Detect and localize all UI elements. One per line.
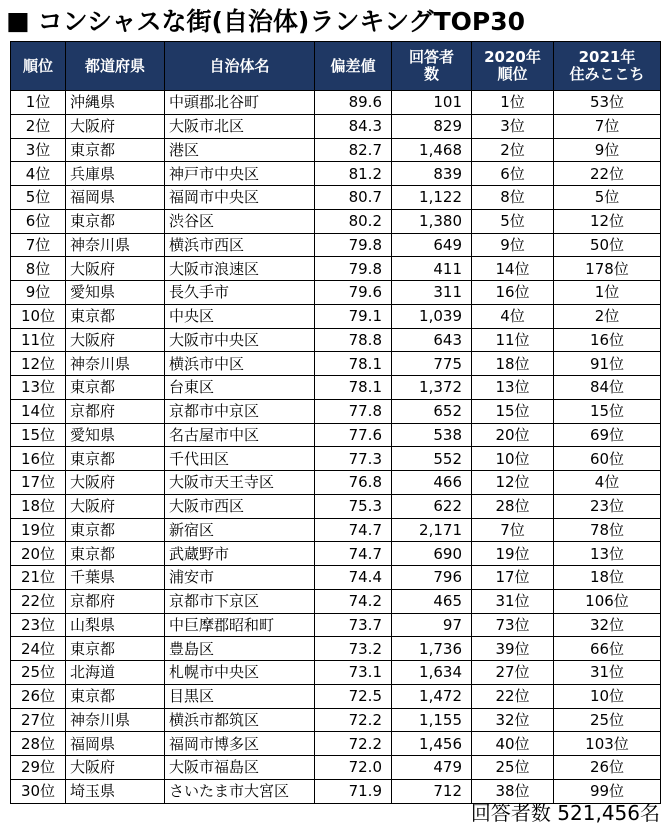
cell-livability-2021: 26位 (554, 756, 661, 780)
cell-respondents: 411 (392, 257, 472, 281)
title-text: コンシャスな街(自治体)ランキングTOP30 (37, 7, 526, 36)
cell-deviation: 72.5 (315, 684, 392, 708)
cell-rank: 17位 (11, 471, 66, 495)
respondent-total-value: 521,456名 (557, 801, 660, 825)
cell-respondents: 466 (392, 471, 472, 495)
cell-prefecture: 愛知県 (66, 423, 165, 447)
cell-deviation: 73.2 (315, 637, 392, 661)
cell-respondents: 479 (392, 756, 472, 780)
cell-municipality: 札幌市中央区 (165, 661, 315, 685)
cell-deviation: 79.1 (315, 304, 392, 328)
cell-municipality: 横浜市西区 (165, 233, 315, 257)
table-row (11, 91, 661, 115)
cell-prefecture: 東京都 (66, 542, 165, 566)
page-title (6, 2, 525, 38)
cell-respondents: 1,380 (392, 209, 472, 233)
cell-livability-2021: 53位 (554, 91, 661, 115)
cell-deviation: 74.7 (315, 518, 392, 542)
cell-deviation: 73.1 (315, 661, 392, 685)
table-row (11, 186, 661, 210)
respondent-total (471, 797, 660, 826)
respondent-total-label: 回答者数 (470, 801, 551, 825)
cell-rank: 16位 (11, 447, 66, 471)
cell-respondents: 538 (392, 423, 472, 447)
cell-prefecture: 埼玉県 (66, 779, 165, 803)
cell-prefecture: 東京都 (66, 304, 165, 328)
cell-rank-2020: 1位 (472, 91, 554, 115)
cell-deviation: 71.9 (315, 779, 392, 803)
cell-prefecture: 大阪府 (66, 114, 165, 138)
cell-prefecture: 山梨県 (66, 613, 165, 637)
cell-prefecture: 東京都 (66, 447, 165, 471)
table-row (11, 756, 661, 780)
cell-respondents: 1,472 (392, 684, 472, 708)
cell-municipality: 大阪市西区 (165, 494, 315, 518)
cell-deviation: 77.3 (315, 447, 392, 471)
cell-rank-2020: 3位 (472, 114, 554, 138)
square-bullet-icon: ■ (6, 5, 30, 35)
cell-livability-2021: 9位 (554, 138, 661, 162)
cell-livability-2021: 12位 (554, 209, 661, 233)
cell-respondents: 311 (392, 281, 472, 305)
cell-respondents: 1,039 (392, 304, 472, 328)
cell-respondents: 690 (392, 542, 472, 566)
table-body (11, 91, 661, 804)
cell-rank: 3位 (11, 138, 66, 162)
cell-deviation: 74.7 (315, 542, 392, 566)
cell-deviation: 80.7 (315, 186, 392, 210)
cell-rank-2020: 10位 (472, 447, 554, 471)
cell-rank-2020: 31位 (472, 589, 554, 613)
header-rank-2020 (472, 42, 554, 91)
cell-rank: 9位 (11, 281, 66, 305)
cell-prefecture: 大阪府 (66, 756, 165, 780)
cell-rank-2020: 73位 (472, 613, 554, 637)
cell-livability-2021: 2位 (554, 304, 661, 328)
cell-rank-2020: 40位 (472, 732, 554, 756)
cell-livability-2021: 178位 (554, 257, 661, 281)
cell-rank: 29位 (11, 756, 66, 780)
cell-rank-2020: 12位 (472, 471, 554, 495)
cell-livability-2021: 69位 (554, 423, 661, 447)
header-text: 2020年 (484, 48, 541, 66)
cell-deviation: 75.3 (315, 494, 392, 518)
header-text: 順位 (22, 56, 53, 75)
cell-respondents: 652 (392, 399, 472, 423)
cell-deviation: 73.7 (315, 613, 392, 637)
cell-deviation: 77.8 (315, 399, 392, 423)
header-text: 都道府県 (84, 56, 145, 75)
cell-municipality: 京都市下京区 (165, 589, 315, 613)
table-row (11, 566, 661, 590)
cell-livability-2021: 16位 (554, 328, 661, 352)
cell-rank: 13位 (11, 376, 66, 400)
cell-prefecture: 東京都 (66, 518, 165, 542)
cell-municipality: 新宿区 (165, 518, 315, 542)
table-row (11, 613, 661, 637)
table-row (11, 328, 661, 352)
table-row (11, 637, 661, 661)
cell-municipality: 名古屋市中区 (165, 423, 315, 447)
table-row (11, 684, 661, 708)
cell-municipality: 大阪市浪速区 (165, 257, 315, 281)
cell-livability-2021: 103位 (554, 732, 661, 756)
cell-prefecture: 神奈川県 (66, 352, 165, 376)
cell-rank: 23位 (11, 613, 66, 637)
cell-municipality: 大阪市北区 (165, 114, 315, 138)
cell-rank-2020: 16位 (472, 281, 554, 305)
cell-respondents: 829 (392, 114, 472, 138)
cell-rank-2020: 18位 (472, 352, 554, 376)
cell-rank-2020: 25位 (472, 756, 554, 780)
cell-livability-2021: 4位 (554, 471, 661, 495)
header-text: 自治体名 (209, 56, 270, 75)
cell-livability-2021: 32位 (554, 613, 661, 637)
cell-municipality: 中巨摩郡昭和町 (165, 613, 315, 637)
cell-respondents: 775 (392, 352, 472, 376)
table-row (11, 518, 661, 542)
cell-rank-2020: 7位 (472, 518, 554, 542)
table-row (11, 447, 661, 471)
cell-respondents: 1,155 (392, 708, 472, 732)
cell-rank: 15位 (11, 423, 66, 447)
cell-municipality: 横浜市中区 (165, 352, 315, 376)
ranking-table (10, 41, 661, 804)
cell-rank-2020: 15位 (472, 399, 554, 423)
table-row (11, 304, 661, 328)
cell-prefecture: 大阪府 (66, 328, 165, 352)
cell-municipality: 神戸市中央区 (165, 162, 315, 186)
table-row (11, 589, 661, 613)
cell-rank: 19位 (11, 518, 66, 542)
cell-rank: 27位 (11, 708, 66, 732)
cell-respondents: 465 (392, 589, 472, 613)
cell-municipality: 長久手市 (165, 281, 315, 305)
cell-prefecture: 東京都 (66, 138, 165, 162)
cell-municipality: 浦安市 (165, 566, 315, 590)
cell-rank-2020: 13位 (472, 376, 554, 400)
cell-prefecture: 沖縄県 (66, 91, 165, 115)
cell-respondents: 643 (392, 328, 472, 352)
cell-rank: 20位 (11, 542, 66, 566)
cell-respondents: 712 (392, 779, 472, 803)
cell-deviation: 79.6 (315, 281, 392, 305)
cell-rank: 18位 (11, 494, 66, 518)
cell-rank-2020: 38位 (472, 779, 554, 803)
cell-municipality: 豊島区 (165, 637, 315, 661)
cell-rank: 30位 (11, 779, 66, 803)
cell-deviation: 78.1 (315, 376, 392, 400)
cell-prefecture: 東京都 (66, 209, 165, 233)
cell-livability-2021: 15位 (554, 399, 661, 423)
cell-rank: 11位 (11, 328, 66, 352)
cell-livability-2021: 99位 (554, 779, 661, 803)
cell-livability-2021: 1位 (554, 281, 661, 305)
cell-rank: 14位 (11, 399, 66, 423)
cell-deviation: 72.2 (315, 708, 392, 732)
cell-deviation: 78.8 (315, 328, 392, 352)
table-row (11, 542, 661, 566)
cell-rank-2020: 20位 (472, 423, 554, 447)
cell-municipality: 中頭郡北谷町 (165, 91, 315, 115)
cell-respondents: 101 (392, 91, 472, 115)
cell-rank-2020: 4位 (472, 304, 554, 328)
cell-livability-2021: 13位 (554, 542, 661, 566)
cell-livability-2021: 91位 (554, 352, 661, 376)
cell-livability-2021: 7位 (554, 114, 661, 138)
cell-municipality: 横浜市都筑区 (165, 708, 315, 732)
cell-prefecture: 大阪府 (66, 494, 165, 518)
cell-rank: 26位 (11, 684, 66, 708)
cell-prefecture: 北海道 (66, 661, 165, 685)
cell-municipality: さいたま市大宮区 (165, 779, 315, 803)
cell-rank: 7位 (11, 233, 66, 257)
header-text: 順位 (497, 65, 528, 83)
cell-prefecture: 京都府 (66, 589, 165, 613)
cell-respondents: 1,122 (392, 186, 472, 210)
header-prefecture (66, 42, 165, 91)
cell-rank: 2位 (11, 114, 66, 138)
cell-deviation: 81.2 (315, 162, 392, 186)
cell-rank: 28位 (11, 732, 66, 756)
header-row (11, 42, 661, 91)
cell-respondents: 1,468 (392, 138, 472, 162)
cell-prefecture: 東京都 (66, 376, 165, 400)
cell-livability-2021: 18位 (554, 566, 661, 590)
table-row (11, 257, 661, 281)
cell-rank-2020: 6位 (472, 162, 554, 186)
cell-municipality: 目黒区 (165, 684, 315, 708)
cell-livability-2021: 22位 (554, 162, 661, 186)
cell-rank: 8位 (11, 257, 66, 281)
cell-municipality: 千代田区 (165, 447, 315, 471)
table-row (11, 471, 661, 495)
cell-respondents: 2,171 (392, 518, 472, 542)
table-row (11, 399, 661, 423)
cell-rank: 5位 (11, 186, 66, 210)
cell-municipality: 中央区 (165, 304, 315, 328)
cell-respondents: 97 (392, 613, 472, 637)
table-row (11, 376, 661, 400)
cell-deviation: 74.4 (315, 566, 392, 590)
cell-prefecture: 大阪府 (66, 257, 165, 281)
header-text: 数 (423, 65, 439, 83)
cell-deviation: 84.3 (315, 114, 392, 138)
cell-rank: 25位 (11, 661, 66, 685)
cell-rank-2020: 32位 (472, 708, 554, 732)
table-row (11, 494, 661, 518)
cell-municipality: 大阪市中央区 (165, 328, 315, 352)
cell-deviation: 89.6 (315, 91, 392, 115)
cell-livability-2021: 60位 (554, 447, 661, 471)
cell-respondents: 1,634 (392, 661, 472, 685)
cell-rank-2020: 22位 (472, 684, 554, 708)
cell-livability-2021: 84位 (554, 376, 661, 400)
cell-deviation: 72.2 (315, 732, 392, 756)
cell-rank: 1位 (11, 91, 66, 115)
cell-livability-2021: 23位 (554, 494, 661, 518)
table-row (11, 114, 661, 138)
cell-livability-2021: 78位 (554, 518, 661, 542)
cell-rank-2020: 5位 (472, 209, 554, 233)
header-text: 2021年 (578, 48, 636, 66)
cell-municipality: 渋谷区 (165, 209, 315, 233)
table-row (11, 661, 661, 685)
cell-deviation: 72.0 (315, 756, 392, 780)
table-row (11, 732, 661, 756)
header-text: 偏差値 (330, 56, 376, 75)
cell-respondents: 552 (392, 447, 472, 471)
cell-municipality: 京都市中京区 (165, 399, 315, 423)
cell-prefecture: 大阪府 (66, 471, 165, 495)
cell-prefecture: 京都府 (66, 399, 165, 423)
cell-rank-2020: 11位 (472, 328, 554, 352)
header-text: 回答者 (408, 48, 454, 66)
table-row (11, 233, 661, 257)
cell-rank: 4位 (11, 162, 66, 186)
cell-deviation: 82.7 (315, 138, 392, 162)
cell-livability-2021: 5位 (554, 186, 661, 210)
cell-rank-2020: 9位 (472, 233, 554, 257)
cell-respondents: 1,736 (392, 637, 472, 661)
cell-municipality: 福岡市中央区 (165, 186, 315, 210)
cell-municipality: 武蔵野市 (165, 542, 315, 566)
cell-prefecture: 東京都 (66, 684, 165, 708)
cell-respondents: 1,456 (392, 732, 472, 756)
cell-respondents: 649 (392, 233, 472, 257)
table-row (11, 162, 661, 186)
cell-rank-2020: 19位 (472, 542, 554, 566)
cell-rank-2020: 14位 (472, 257, 554, 281)
header-respondents (392, 42, 472, 91)
cell-prefecture: 東京都 (66, 637, 165, 661)
cell-rank: 10位 (11, 304, 66, 328)
cell-rank-2020: 8位 (472, 186, 554, 210)
table-row (11, 708, 661, 732)
cell-livability-2021: 106位 (554, 589, 661, 613)
cell-respondents: 1,372 (392, 376, 472, 400)
cell-deviation: 76.8 (315, 471, 392, 495)
cell-deviation: 77.6 (315, 423, 392, 447)
cell-livability-2021: 66位 (554, 637, 661, 661)
table-row (11, 209, 661, 233)
table-row (11, 423, 661, 447)
header-municipality (165, 42, 315, 91)
cell-prefecture: 神奈川県 (66, 233, 165, 257)
cell-rank-2020: 27位 (472, 661, 554, 685)
table-row (11, 281, 661, 305)
cell-municipality: 台東区 (165, 376, 315, 400)
cell-municipality: 港区 (165, 138, 315, 162)
cell-municipality: 大阪市福島区 (165, 756, 315, 780)
cell-rank: 12位 (11, 352, 66, 376)
cell-municipality: 大阪市天王寺区 (165, 471, 315, 495)
header-livability-2021 (554, 42, 661, 91)
cell-rank-2020: 17位 (472, 566, 554, 590)
table-row (11, 138, 661, 162)
cell-deviation: 79.8 (315, 257, 392, 281)
table-row (11, 352, 661, 376)
cell-rank-2020: 28位 (472, 494, 554, 518)
cell-rank-2020: 39位 (472, 637, 554, 661)
header-deviation (315, 42, 392, 91)
cell-prefecture: 福岡県 (66, 732, 165, 756)
cell-livability-2021: 25位 (554, 708, 661, 732)
cell-prefecture: 千葉県 (66, 566, 165, 590)
header-rank (11, 42, 66, 91)
cell-prefecture: 福岡県 (66, 186, 165, 210)
cell-rank: 22位 (11, 589, 66, 613)
cell-respondents: 622 (392, 494, 472, 518)
cell-livability-2021: 10位 (554, 684, 661, 708)
cell-rank: 21位 (11, 566, 66, 590)
cell-prefecture: 神奈川県 (66, 708, 165, 732)
table-header (11, 42, 661, 91)
cell-deviation: 79.8 (315, 233, 392, 257)
cell-prefecture: 愛知県 (66, 281, 165, 305)
cell-rank: 6位 (11, 209, 66, 233)
header-text: 住みここち (569, 65, 645, 83)
cell-municipality: 福岡市博多区 (165, 732, 315, 756)
cell-respondents: 796 (392, 566, 472, 590)
cell-livability-2021: 31位 (554, 661, 661, 685)
cell-rank-2020: 2位 (472, 138, 554, 162)
cell-respondents: 839 (392, 162, 472, 186)
cell-livability-2021: 50位 (554, 233, 661, 257)
cell-rank: 24位 (11, 637, 66, 661)
cell-prefecture: 兵庫県 (66, 162, 165, 186)
cell-deviation: 78.1 (315, 352, 392, 376)
cell-deviation: 74.2 (315, 589, 392, 613)
cell-deviation: 80.2 (315, 209, 392, 233)
